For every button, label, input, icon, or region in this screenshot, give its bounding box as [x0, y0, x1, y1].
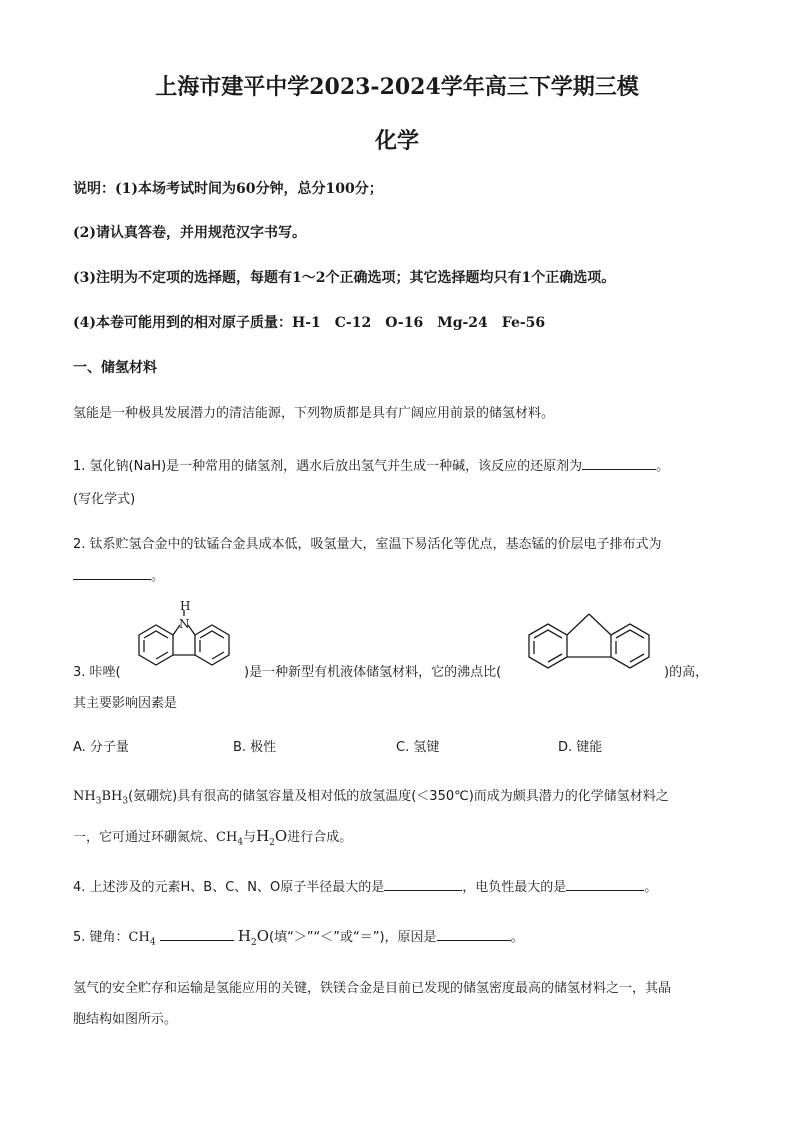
q1-end: 。: [656, 459, 670, 474]
fluorene-structure: [515, 600, 665, 684]
nh3bh3-paragraph-line2: 一，它可通过环硼氮烷、$CH_4$与$H_2O$进行合成。: [73, 827, 353, 848]
q5-blank-1[interactable]: [160, 926, 234, 941]
q2-answer-blank[interactable]: [73, 565, 151, 580]
note-2: (2)请认真答卷，并用规范汉字书写。: [73, 225, 306, 241]
q3-option-b[interactable]: B. 极性: [233, 740, 277, 755]
note-3: (3)注明为不定项的选择题，每题有1～2个正确选项；其它选择题均只有1个正确选项。: [73, 270, 616, 286]
q3-suffix: )的高，: [664, 665, 709, 680]
nh3bh3-paragraph-line1: [73, 785, 669, 807]
q2-end: 。: [151, 569, 165, 584]
q3-option-a[interactable]: A. 分子量: [73, 740, 129, 755]
note-1: 说明：(1)本场考试时间为60分钟，总分100分；: [73, 181, 383, 197]
q1-line2: (写化学式): [73, 492, 136, 507]
question-1: [73, 455, 669, 474]
carbazole-structure: [122, 600, 246, 684]
section-intro: 氢能是一种极具发展潜力的清洁能源，下列物质都是具有广阔应用前景的储氢材料。: [73, 406, 555, 421]
ch4-formula: $CH_4$: [216, 830, 244, 848]
nh3bh3-formula: $NH_3BH_3$: [73, 789, 129, 807]
carbazole-h-label: H: [180, 600, 191, 613]
q3-mid: )是一种新型有机液体储氢材料，它的沸点比(: [244, 665, 502, 680]
q4-blank-1[interactable]: [384, 876, 462, 891]
carbazole-n-label: N: [179, 617, 190, 631]
q1-text: 1. 氢化钠(NaH)是一种常用的储氢剂，遇水后放出氢气并生成一种碱，该反应的还原剂为: [73, 459, 583, 474]
exam-title: 上海市建平中学2023-2024学年高三下学期三模: [155, 74, 639, 100]
closing-line2: 胞结构如图所示。: [73, 1012, 178, 1027]
note-4: (4)本卷可能用到的相对原子质量：H-1 C-12 O-16 Mg-24 Fe-56: [73, 315, 546, 331]
q4-blank-2[interactable]: [566, 876, 644, 891]
q5-blank-2[interactable]: [437, 926, 511, 941]
question-5: 5. 键角：$CH_4$ $H_2O$(填“＞”“＜”或“＝”)，原因是 。: [73, 927, 524, 948]
section-heading: 一、储氢材料: [73, 360, 157, 376]
q3-prefix: 3. 咔唑(: [73, 665, 121, 680]
subject-title: 化学: [374, 128, 419, 154]
nh3bh3-text-a: (氨硼烷)具有很高的储氢容量及相对低的放氢温度(＜350℃)而成为颇具潜力的化学储氢材料之: [128, 789, 669, 804]
q5-ch4-formula: $CH_4$: [128, 930, 156, 948]
question-2: 2. 钛系贮氢合金中的钛锰合金具成本低，吸氢量大，室温下易活化等优点，基态锰的价层电子排布式为: [73, 537, 662, 552]
q3-option-c[interactable]: C. 氢键: [396, 740, 440, 755]
q3-option-d[interactable]: D. 键能: [558, 740, 603, 755]
h2o-formula: $H_2O$: [256, 827, 288, 848]
q1-answer-blank[interactable]: [582, 455, 656, 470]
question-4: 4. 上述涉及的元素H、B、C、N、O原子半径最大的是 ，电负性最大的是 。: [73, 876, 657, 895]
q3-line2: 其主要影响因素是: [73, 696, 178, 711]
q5-h2o-formula: $H_2O$: [237, 927, 269, 948]
q2-line2: [73, 565, 164, 584]
closing-line1: 氢气的安全贮存和运输是氢能应用的关键，铁镁合金是目前已发现的储氢密度最高的储氢材料之一，其晶: [73, 981, 672, 996]
